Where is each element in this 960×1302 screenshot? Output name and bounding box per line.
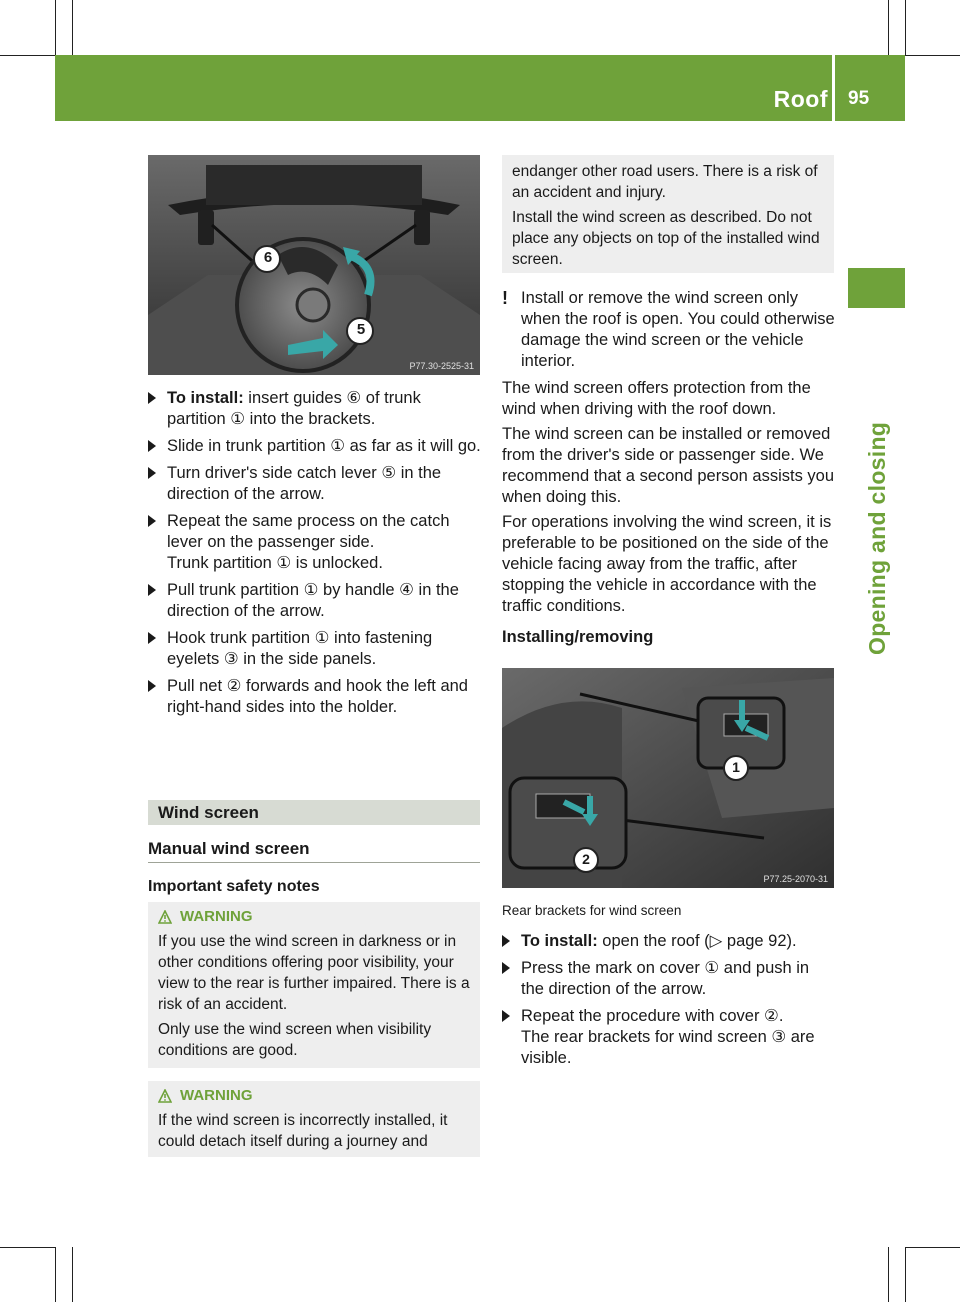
step-arrow-icon <box>148 680 156 692</box>
chapter-label: Opening and closing <box>864 421 890 655</box>
safety-heading: Important safety notes <box>148 878 320 895</box>
instruction-step <box>148 628 482 670</box>
subsection-heading: Manual wind screen <box>148 839 310 858</box>
step-text: open the roof (▷ page 92). <box>602 932 797 950</box>
crop-mark <box>888 1247 889 1302</box>
warning-text: endanger other road users. There is a risk of an accident and injury. <box>512 163 818 201</box>
trunk-partition-figure <box>148 155 480 375</box>
right-column <box>502 288 836 652</box>
instruction-step <box>148 580 482 622</box>
step-text: Repeat the same process on the catch lever on the passenger side. <box>167 512 450 551</box>
warning-label: WARNING <box>180 1087 253 1104</box>
figure-caption: Rear brackets for wind screen <box>502 903 682 918</box>
step-arrow-icon <box>148 632 156 644</box>
step-result: Trunk partition ① is unlocked. <box>167 554 383 572</box>
step-text: Pull net ② forwards and hook the left and right-hand sides into the holder. <box>167 677 468 716</box>
note-box <box>502 288 836 372</box>
header-divider <box>832 55 835 121</box>
callout-1: 1 <box>732 759 740 775</box>
step-text: Hook trunk partition ① into fastening eyelets ③ in the side panels. <box>167 629 433 668</box>
step-lead: To install: <box>167 389 244 407</box>
right-column-lower <box>502 900 836 1075</box>
callout-2: 2 <box>582 851 590 867</box>
warning-triangle-icon <box>158 910 172 924</box>
warning-text: If the wind screen is incorrectly installed, it could detach itself during a journey and <box>158 1112 448 1150</box>
warning-box <box>148 1081 480 1157</box>
step-arrow-icon <box>148 392 156 404</box>
step-text: Repeat the procedure with cover ②. <box>521 1007 784 1025</box>
body-paragraph: The wind screen offers protection from the wind when driving with the roof down. <box>502 379 811 418</box>
instruction-step <box>148 511 482 574</box>
crop-mark <box>905 1247 906 1302</box>
installing-heading: Installing/removing <box>502 628 654 646</box>
warning-label: WARNING <box>180 908 253 925</box>
step-text: Turn driver's side catch lever ⑤ in the direction of the arrow. <box>167 464 442 503</box>
callout-6: 6 <box>263 249 273 266</box>
crop-mark <box>72 1247 73 1302</box>
step-text: Slide in trunk partition ① as far as it will go. <box>167 437 481 455</box>
body-paragraph: The wind screen can be installed or removed from the driver's side or passenger side. We recommend that a second person assists you when doing this. <box>502 425 835 506</box>
warning-box <box>148 902 480 1068</box>
warning-header <box>158 906 470 927</box>
figure-id: P77.25-2070-31 <box>763 874 828 884</box>
note-exclamation-icon: ! <box>502 288 508 308</box>
warning-triangle-icon <box>158 1089 172 1103</box>
page-number: 95 <box>848 88 870 109</box>
warning-text: If you use the wind screen in darkness or in other conditions offering poor visibility, your view to the rear is further impaired. There is a risk of an accident. <box>158 933 470 1013</box>
figure-id: P77.30-2525-31 <box>409 361 474 371</box>
crop-mark <box>905 0 906 55</box>
trunk-partition-illustration <box>148 155 480 375</box>
section-heading-band <box>148 800 480 825</box>
crop-mark <box>888 0 889 55</box>
warning-text: Install the wind screen as described. Do not place any objects on top of the installed wind screen. <box>512 209 820 268</box>
chapter-tab <box>848 268 905 308</box>
subsection-rule <box>148 862 480 863</box>
crop-mark <box>905 1247 960 1248</box>
step-text: Pull trunk partition ① by handle ④ in the direction of the arrow. <box>167 581 459 620</box>
page-section-title: Roof <box>773 86 828 112</box>
instruction-step <box>502 1006 836 1069</box>
crop-mark <box>55 1247 56 1302</box>
callout-5: 5 <box>356 321 366 338</box>
rear-brackets-figure <box>502 668 834 888</box>
instruction-step <box>148 676 482 718</box>
crop-mark <box>0 55 55 56</box>
warning-box-continued <box>502 155 834 273</box>
left-column <box>148 388 482 724</box>
section-heading: Wind screen <box>158 803 259 822</box>
step-text: insert guides ⑥ of trunk partition ① into the brackets. <box>167 389 421 428</box>
crop-mark <box>0 1247 55 1248</box>
chapter-label-container <box>846 315 906 655</box>
note-text: Install or remove the wind screen only when the roof is open. You could otherwise damage the wind screen or the vehicle interior. <box>521 289 835 370</box>
crop-mark <box>55 0 56 55</box>
body-paragraph: For operations involving the wind screen, it is preferable to be positioned on the side of the vehicle facing away from the traffic, after stopping the vehicle in accordance with the traffic conditions. <box>502 513 832 615</box>
crop-mark <box>905 55 960 56</box>
warning-header <box>158 1085 470 1106</box>
instruction-step <box>148 388 482 430</box>
step-arrow-icon <box>148 467 156 479</box>
instruction-step <box>502 958 836 1000</box>
instruction-step <box>148 463 482 505</box>
step-arrow-icon <box>148 584 156 596</box>
step-text: Press the mark on cover ① and push in the direction of the arrow. <box>521 959 810 998</box>
step-arrow-icon <box>502 935 510 947</box>
step-arrow-icon <box>502 962 510 974</box>
instruction-step <box>148 436 482 457</box>
warning-text: Only use the wind screen when visibility conditions are good. <box>158 1021 432 1059</box>
rear-brackets-illustration <box>502 668 834 888</box>
step-lead: To install: <box>521 932 598 950</box>
step-arrow-icon <box>502 1010 510 1022</box>
step-arrow-icon <box>148 515 156 527</box>
crop-mark <box>72 0 73 55</box>
instruction-step <box>502 931 836 952</box>
step-result: The rear brackets for wind screen ③ are visible. <box>521 1028 815 1067</box>
step-arrow-icon <box>148 440 156 452</box>
